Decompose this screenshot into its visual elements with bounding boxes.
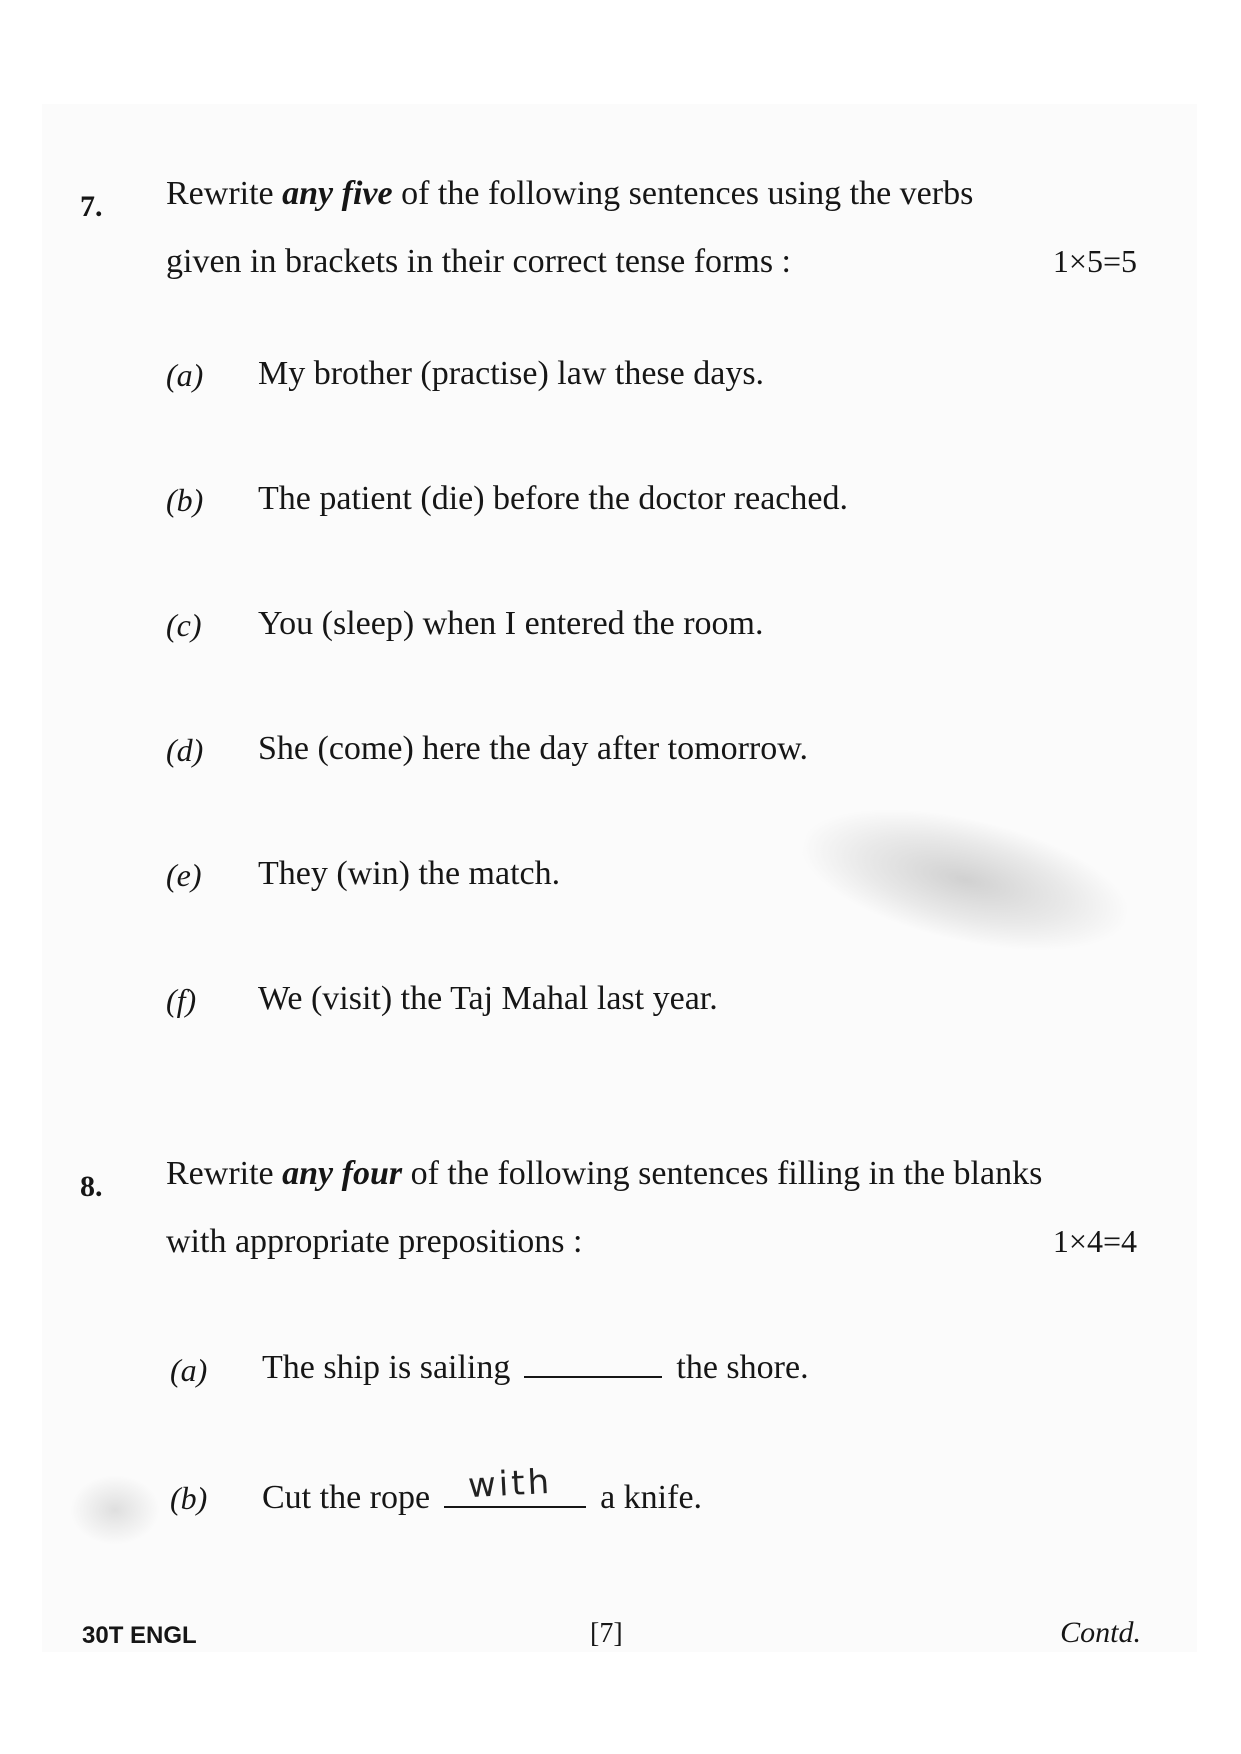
question-7-instruction-line2: given in brackets in their correct tense forms : — [166, 243, 791, 280]
question-8-instruction-line1: Rewrite any four of the following sentences filling in the blanks — [166, 1155, 1043, 1192]
question-7-item-c: You (sleep) when I entered the room. — [258, 605, 764, 642]
question-7-number: 7. — [80, 190, 103, 223]
paper-code: 30T ENGL — [82, 1622, 197, 1649]
question-7-item-b: The patient (die) before the doctor reached. — [258, 480, 848, 517]
question-7-item-label: (d) — [166, 732, 204, 768]
question-8-marks: 1×4=4 — [1052, 1223, 1137, 1259]
ink-smudge-small — [70, 1475, 160, 1545]
question-7-item-f: We (visit) the Taj Mahal last year. — [258, 980, 718, 1017]
answer-blank — [524, 1348, 662, 1378]
question-7-item-e: They (win) the match. — [258, 855, 561, 892]
question-8-instruction-line2: with appropriate prepositions : — [166, 1223, 583, 1260]
question-7-instruction-line1: Rewrite any five of the following sentences using the verbs — [166, 175, 974, 212]
question-7-item-label: (a) — [166, 357, 204, 393]
answer-blank — [444, 1461, 586, 1508]
question-7-item-label: (c) — [166, 607, 202, 643]
question-8-item-b: Cut the rope with a knife. — [262, 1461, 703, 1516]
question-8-item-label: (b) — [170, 1480, 208, 1516]
question-8-item-a: The ship is sailing the shore. — [262, 1349, 809, 1386]
question-7-item-label: (b) — [166, 482, 204, 518]
continued-label: Contd. — [1060, 1616, 1141, 1649]
handwritten-answer: with — [467, 1461, 554, 1507]
page-number: [7] — [590, 1618, 623, 1649]
question-8-number: 8. — [80, 1170, 103, 1203]
question-8-item-label: (a) — [170, 1352, 208, 1388]
question-8-emphasis: any four — [282, 1155, 403, 1192]
question-7-item-label: (e) — [166, 857, 202, 893]
question-7-item-a: My brother (practise) law these days. — [258, 355, 765, 392]
question-7-marks: 1×5=5 — [1052, 243, 1137, 279]
question-7-emphasis: any five — [282, 175, 393, 212]
question-7-item-label: (f) — [166, 982, 197, 1018]
question-7-item-d: She (come) here the day after tomorrow. — [258, 730, 809, 767]
